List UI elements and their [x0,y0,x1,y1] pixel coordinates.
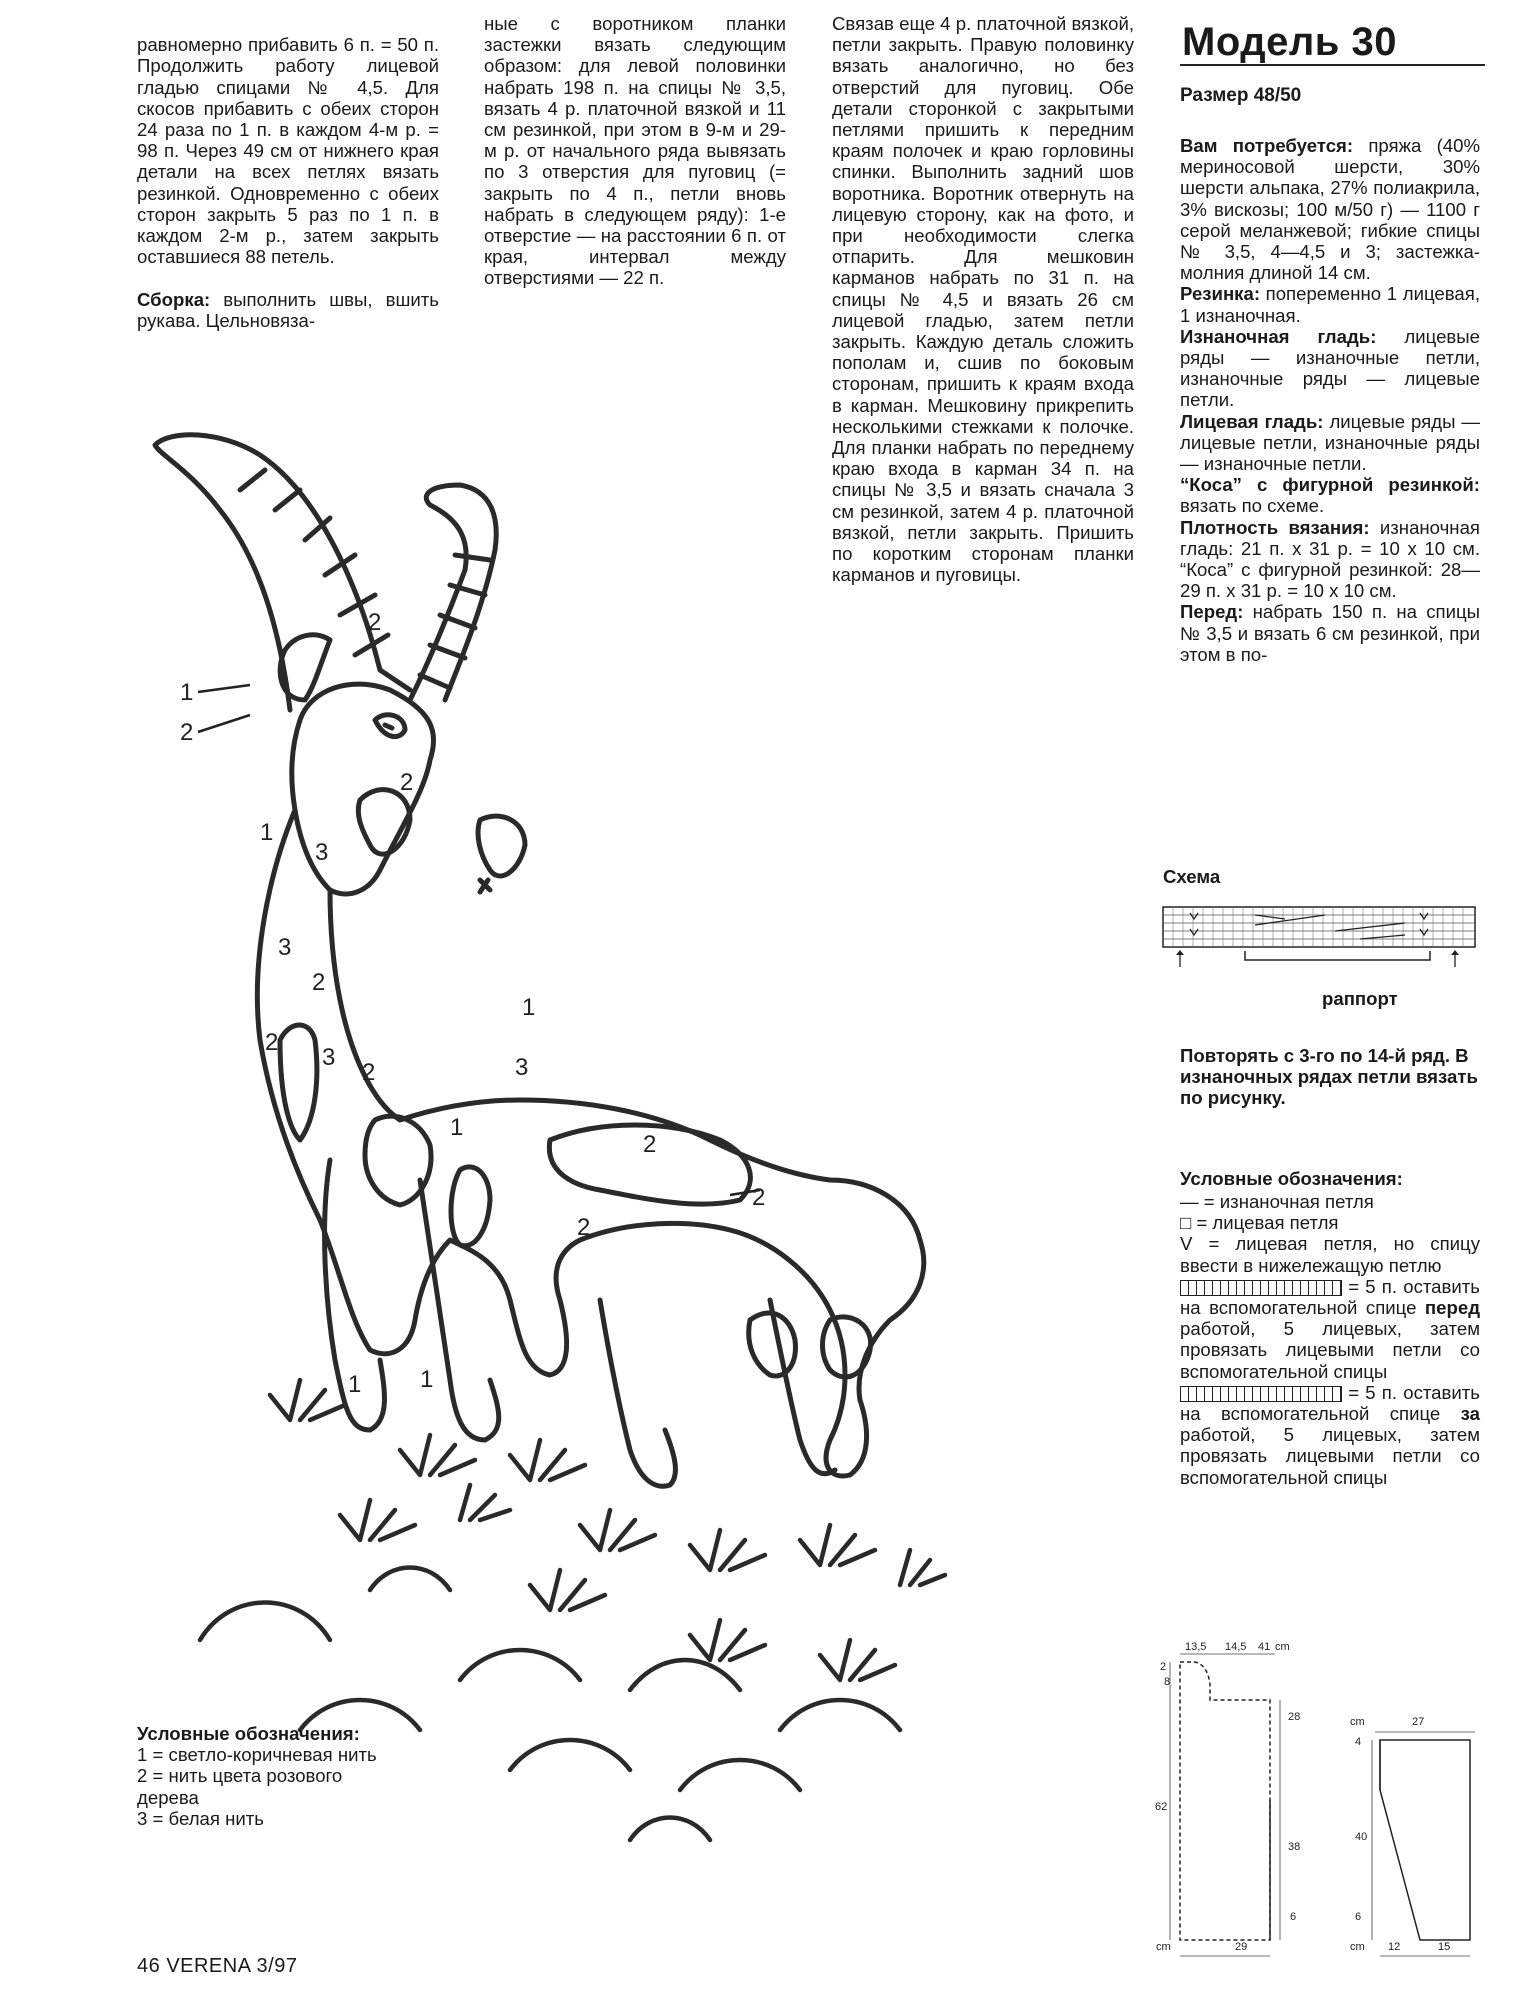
num-belly-1: 1 [450,1114,464,1141]
dim-sleeve-b: 40 [1355,1831,1368,1843]
dim-top-a: 13,5 [1185,1641,1207,1653]
num-ear-2: 2 [180,719,194,746]
num-ear-1: 1 [180,679,194,706]
num-neck-2: 2 [312,969,326,996]
dim-bottom-unit: cm [1156,1941,1171,1953]
goat-motif [130,400,1000,1880]
num-cheek-3: 3 [315,839,329,866]
num-hoof-1a: 1 [348,1371,362,1398]
num-body-1: 1 [260,819,274,846]
num-back-1: 1 [522,994,536,1021]
num-thigh-2: 2 [577,1214,591,1241]
dim-sleeve-bottom-a: 12 [1388,1941,1401,1953]
cable-label: “Коса” с фигурной резинкой: [1180,474,1480,496]
legend-cable-front [1180,1276,1480,1382]
legend-purl: — = изнаночная петля [1180,1191,1374,1212]
purl-paragraph [1180,326,1480,411]
num-hoof-1b: 1 [420,1366,434,1393]
text-column-1 [137,13,439,331]
materials-label: Вам потребуется: [1180,135,1354,156]
schema-label: Схема [1163,866,1221,887]
dim-sleeve-bottom-b: 15 [1438,1941,1451,1953]
num-tail-2: 2 [752,1184,766,1211]
dim-right-b: 38 [1288,1841,1301,1853]
magazine-issue: 3/97 [256,1955,298,1977]
num-chest-2: 2 [265,1029,279,1056]
cable-text: вязать по схеме. [1180,495,1325,517]
legend-slip: V = лицевая петля, но спицу ввести в нижележащую петлю [1180,1233,1480,1276]
goat-legend-2: 2 = нить цвета розового дерева [137,1765,343,1808]
page-footer [137,1955,297,1978]
purl-text: лицевые ряды — изнаночные петли, изнаночные ряды — лицевые петли. [1180,325,1480,411]
front-text: набрать 150 п. на спицы № 3,5 и вязать 6 см резинкой, при этом в по- [1180,601,1480,665]
knit-label: Лицевая гладь: [1180,410,1324,432]
pattern-schematics [1150,1640,1490,1970]
materials-text: пряжа (40% мериносовой шерсти, 30% шерсти альпака, 27% полиакрила, 3% вискозы; 100 м/50 г) — 1100 г серой меланжевой; гибкие спицы № 3,5, 4—4,5 и 3; застежка-молния длиной 14 см. [1180,135,1480,284]
text-column-3: Связав еще 4 р. платочной вязкой, петли закрыть. Правую половинку вязать аналогично, но без отверстий для пуговиц. Обе детали сторонкой с закрытыми петлями пришить к передним краям полочек и краю горловины спинки. Выполнить задний шов воротника. Воротник отвернуть на лицевую сторону, как на фото, и при необходимости слегка отпарить. Для мешковин карманов набрать по 31 п. на спицы № 4,5 и вязать 26 см лицевой гладью, затем петли закрыть. Каждую деталь сложить пополам и, сшив по боковым сторонам, пришить к краям входа в карман. Мешковину прикрепить несколькими стежками к полочке. Для планки набрать по переднему краю входа в карман 34 п. на спицы № 3,5 и вязать сначала 3 см резинкой, затем 4 р. платочной вязкой, петли закрыть. Пришить по коротким сторонам планки карманов и пуговицы. [832,13,1134,586]
rib-label: Резинка: [1180,283,1261,305]
dim-bottom-width: 29 [1235,1941,1248,1953]
dim-left-total: 62 [1155,1801,1168,1813]
knitting-chart [1160,905,1490,985]
rapport-label: раппорт [1322,988,1398,1009]
legend-knit: □ = лицевая петля [1180,1212,1339,1234]
goat-legend-1: 1 = светло-коричневая нить [137,1744,377,1766]
chart-legend-title: Условные обозначения: [1180,1168,1403,1189]
cable-front-icon [1180,1280,1342,1296]
assembly-label: Сборка: [137,288,211,310]
legend-cable-front-c: работой, 5 лицевых, затем провязать лицевыми петли со вспомогательной спицы [1180,1318,1480,1382]
gauge-text: изнаночная гладь: 21 п. х 31 р. = 10 х 10 см. “Коса” с фигурной резинкой: 28—29 п. х 31 р. = 10 х 10 см. [1180,516,1480,602]
dim-right-a: 28 [1288,1711,1301,1723]
legend-cable-back-c: работой, 5 лицевых, затем провязать лицевыми петли со вспомогательной спицы [1180,1424,1480,1488]
legend-cable-back [1180,1382,1480,1488]
magazine-name: VERENA [166,1955,251,1977]
goat-hind-legs [600,1300,835,1486]
num-neck-3: 3 [278,934,292,961]
repeat-instructions: Повторять с 3-го по 14-й ряд. В изнаночных рядах петли вязать по рисунку. [1180,1045,1478,1109]
front-label: Перед: [1180,601,1244,623]
num-horn-right: 2 [400,769,414,796]
goat-legend [137,1723,377,1829]
rib-paragraph [1180,283,1480,325]
dim-sleeve-a: 4 [1355,1736,1362,1748]
dim-right-c: 6 [1290,1911,1297,1923]
dim-left-b: 8 [1164,1676,1171,1688]
num-side-3: 3 [515,1054,529,1081]
knit-paragraph [1180,411,1480,475]
front-paragraph [1180,601,1480,665]
dim-left-a: 2 [1160,1661,1167,1673]
goat-ear [280,635,330,700]
cable-paragraph [1180,474,1480,516]
goat-left-horn [155,435,410,710]
legend-cable-front-a: = 5 п. оставить на вспомогательной спице [1180,1275,1480,1319]
dim-sleeve-c: 6 [1355,1911,1362,1923]
column-1-text: равномерно прибавить 6 п. = 50 п. Продолжить работу лицевой гладью спицами № 4,5. Для скосов прибавить с обеих сторон 24 раза по 1 п. в каждом 4-м р. = 98 п. Через 49 см от нижнего края детали на всех петлях вязать резинкой. Одновременно с обеих сторон закрыть 5 раз по 1 п. в каждом 2-м р., затем закрыть оставшиеся 88 петель. [137,34,439,268]
dim-top-unit: cm [1275,1641,1290,1653]
dim-sleeve-bottom-unit: cm [1350,1941,1365,1953]
assembly-text: выполнить швы, вшить рукава. Цельновяза- [137,288,439,331]
goat-legend-title: Условные обозначения: [137,1723,360,1744]
materials-paragraph [1180,135,1480,283]
legend-cable-back-b: за [1460,1403,1480,1425]
goat-legend-3: 3 = белая нить [137,1807,264,1829]
page-number: 46 [137,1955,161,1977]
size-label: Размер 48/50 [1180,85,1302,106]
rib-text: попеременно 1 лицевая, 1 изнаночная. [1180,283,1480,326]
gauge-paragraph [1180,517,1480,602]
dim-top-b: 14,5 [1225,1641,1247,1653]
model-title: Модель 30 [1182,20,1397,64]
knit-text: лицевые ряды — лицевые петли, изнаночные ряды — изнаночные петли. [1180,410,1481,475]
text-column-2: ные с воротником планки застежки вязать следующим образом: для левой половинки набрать 198 п. на спицы № 3,5, вязать 4 р. платочной вязкой и 11 см резинкой, при этом в 9-м и 29-м р. от начального ряда вывязать по 3 отверстия для пуговиц (= закрыть по 4 п., петли вновь набрать в следующем ряду): 1-е отверстие — на расстоянии 6 п. от края, интервал между отверстиями — 22 п. [484,13,786,289]
legend-cable-front-b: перед [1424,1297,1480,1319]
legend-cable-back-a: = 5 п. оставить на вспомогательной спице [1180,1381,1480,1425]
chart-legend [1180,1191,1480,1488]
num-chest-3: 3 [322,1044,336,1071]
dim-sleeve-top: 27 [1412,1716,1425,1728]
dim-top-c: 41 [1258,1641,1271,1653]
gauge-label: Плотность вязания: [1180,516,1370,538]
num-hind-2: 2 [643,1131,657,1158]
dim-sleeve-unit: cm [1350,1716,1365,1728]
num-horn-left: 2 [368,609,382,636]
num-leg-2: 2 [362,1059,376,1086]
instructions-block [1180,135,1480,665]
cable-back-icon [1180,1386,1342,1402]
purl-label: Изнаночная гладь: [1180,325,1377,347]
title-divider [1180,64,1485,66]
